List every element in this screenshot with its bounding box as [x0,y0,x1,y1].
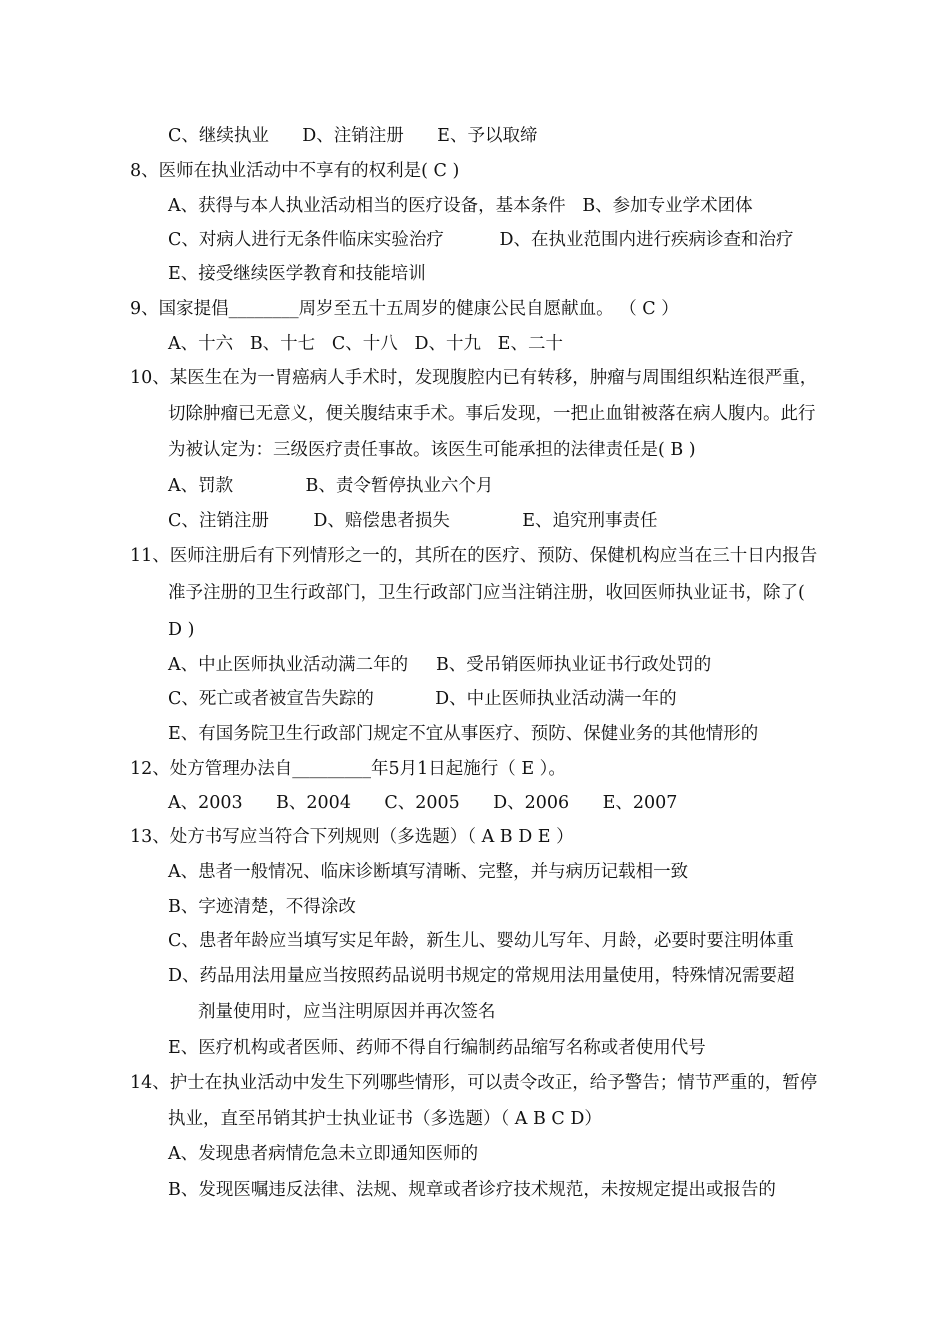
q13-option-d-line-2: 剂量使用时，应当注明原因并再次签名 [198,1002,496,1022]
q7-options-line: C、继续执业 D、注销注册 E、予以取缔 [168,126,538,146]
q10-option-line-1: A、罚款 B、责令暂停执业六个月 [168,476,494,496]
q12-options-line: A、2003 B、2004 C、2005 D、2006 E、2007 [168,793,678,813]
q11-option-line-2: C、死亡或者被宣告失踪的 D、中止医师执业活动满一年的 [168,689,677,709]
question-11-line-1: 11、医师注册后有下列情形之一的，其所在的医疗、预防、保健机构应当在三十日内报告 [130,546,818,566]
question-11-line-2: 准予注册的卫生行政部门，卫生行政部门应当注销注册，收回医师执业证书，除了( [168,583,805,603]
question-10-line-1: 10、某医生在为一胃癌病人手术时，发现腹腔内已有转移，肿瘤与周围组织粘连很严重， [130,368,818,388]
q13-option-b: B、字迹清楚，不得涂改 [168,897,356,917]
q14-option-a: A、发现患者病情危急未立即通知医师的 [168,1144,479,1164]
q10-option-line-2: C、注销注册 D、赔偿患者损失 E、追究刑事责任 [168,511,658,531]
q8-option-line-2: C、对病人进行无条件临床实验治疗 D、在执业范围内进行疾病诊查和治疗 [168,230,794,250]
q11-option-line-1: A、中止医师执业活动满二年的 B、受吊销医师执业证书行政处罚的 [168,655,712,675]
question-12: 12、处方管理办法自_________年5月1日起施行（ E ）。 [130,759,566,779]
q8-option-line-3: E、接受继续医学教育和技能培训 [168,264,426,284]
q14-option-b: B、发现医嘱违反法律、法规、规章或者诊疗技术规范，未按规定提出或报告的 [168,1180,776,1200]
q13-option-e: E、医疗机构或者医师、药师不得自行编制药品缩写名称或者使用代号 [168,1038,706,1058]
question-13: 13、处方书写应当符合下列规则（多选题）（ A B D E ） [130,827,574,847]
question-9: 9、国家提倡________周岁至五十五周岁的健康公民自愿献血。 （ C ） [130,299,679,319]
question-10-line-2: 切除肿瘤已无意义，便关腹结束手术。事后发现，一把止血钳被落在病人腹内。此行 [168,404,816,424]
question-8: 8、医师在执业活动中不享有的权利是( C ) [130,161,460,181]
question-14-line-1: 14、护士在执业活动中发生下列哪些情形，可以责令改正，给予警告；情节严重的，暂停 [130,1073,818,1093]
question-14-line-2: 执业，直至吊销其护士执业证书（多选题）（ A B C D） [168,1109,602,1129]
q13-option-c: C、患者年龄应当填写实足年龄，新生儿、婴幼儿写年、月龄，必要时要注明体重 [168,931,794,951]
q13-option-a: A、患者一般情况、临床诊断填写清晰、完整，并与病历记载相一致 [168,862,689,882]
question-11-line-3: D ) [168,620,195,640]
question-10-line-3: 为被认定为：三级医疗责任事故。该医生可能承担的法律责任是( B ) [168,440,696,460]
q9-options-line: A、十六 B、十七 C、十八 D、十九 E、二十 [168,334,563,354]
q13-option-d-line-1: D、药品用法用量应当按照药品说明书规定的常规用法用量使用，特殊情况需要超 [168,966,795,986]
q11-option-line-3: E、有国务院卫生行政部门规定不宜从事医疗、预防、保健业务的其他情形的 [168,724,759,744]
q8-option-line-1: A、获得与本人执业活动相当的医疗设备，基本条件 B、参加专业学术团体 [168,196,753,216]
